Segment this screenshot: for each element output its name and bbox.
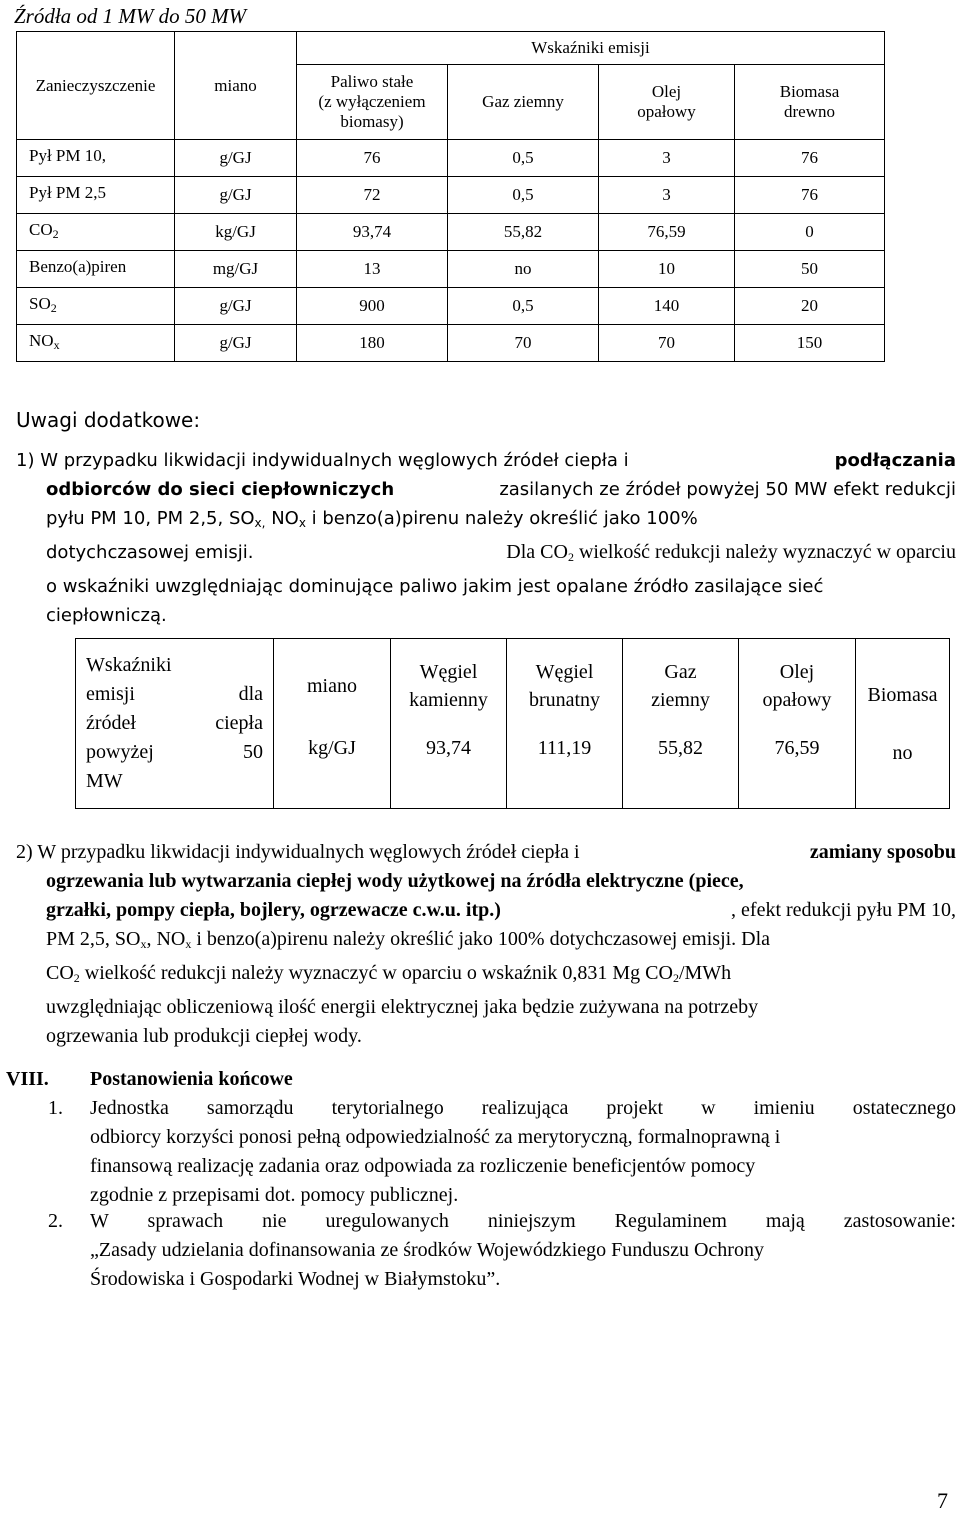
pollutant-name: SO <box>29 294 51 313</box>
cell-bio: 76 <box>735 177 885 214</box>
note-1-text <box>506 538 956 572</box>
subscript: x <box>298 516 306 530</box>
note-1-line <box>16 572 956 601</box>
pollutant-name: CO <box>29 220 53 239</box>
note-2-line <box>16 867 956 896</box>
cell-pollutant <box>17 251 175 288</box>
header-line: Olej <box>779 661 815 684</box>
text-fragment: NO <box>265 508 299 529</box>
note-1-line <box>16 538 956 572</box>
list-item <box>48 1207 956 1294</box>
header-gas <box>623 639 739 734</box>
cell-bio: 20 <box>735 288 885 325</box>
cell-unit: g/GJ <box>175 140 297 177</box>
cell-gas: 55,82 <box>448 214 599 251</box>
cell-gas: 0,5 <box>448 288 599 325</box>
page-title: Źródła od 1 MW do 50 MW <box>14 4 247 28</box>
cell-solid: 180 <box>297 325 448 362</box>
table-row <box>17 288 885 325</box>
table2-label <box>76 639 274 809</box>
header-bio-1: Biomasa <box>779 82 840 101</box>
text-fragment: , NO <box>146 928 186 950</box>
text-fragment: W sprawach nie uregulowanych niniejszym Regulaminem mają zastosowanie: <box>90 1210 956 1232</box>
pollutant-name: NO <box>29 331 54 350</box>
item-number: 2. <box>48 1210 63 1232</box>
header-oil <box>599 65 735 140</box>
header-line: Węgiel <box>535 661 594 684</box>
text-fragment: Dla CO <box>506 541 568 563</box>
pollutant-sub: 2 <box>50 301 57 315</box>
cell-solid: 900 <box>297 288 448 325</box>
note-2-line <box>16 925 956 959</box>
item-text: „Zasady udzielania dofinansowania ze środków Wojewódzkiego Funduszu Ochrony <box>90 1239 764 1261</box>
pollutant-name: Benzo(a)piren <box>29 257 127 276</box>
label-line <box>86 709 263 738</box>
label-word: 50 <box>243 741 263 763</box>
cell-solid: 76 <box>297 140 448 177</box>
note-2-text: 2) W przypadku likwidacji indywidualnych węglowych źródeł ciepła i <box>16 841 580 863</box>
page-number: 7 <box>937 1488 948 1513</box>
item-text: zgodnie z przepisami dot. pomocy publicznej. <box>90 1184 459 1206</box>
section-viii <box>0 1065 960 1093</box>
header-solid-1: Paliwo stałe <box>330 72 414 91</box>
subscript: x <box>140 937 147 951</box>
table-row <box>17 325 885 362</box>
note-2-bold: grzałki, pompy ciepła, bojlery, ogrzewacze c.w.u. itp.) <box>46 899 501 921</box>
note-2-bold: ogrzewania lub wytwarzania ciepłej wody użytkowej na źródła elektryczne (piece, <box>46 870 744 892</box>
cell-pollutant <box>17 177 175 214</box>
text-fragment: /MWh <box>678 962 732 984</box>
item-line <box>48 1207 956 1236</box>
note-1-text: ciepłowniczą. <box>46 605 167 626</box>
cell-oil: 70 <box>599 325 735 362</box>
header-hard-coal <box>391 639 507 734</box>
header-biomass <box>735 65 885 140</box>
note-2-text <box>46 959 731 993</box>
label-line <box>86 738 263 767</box>
cell-unit: g/GJ <box>175 288 297 325</box>
item-text: finansową realizację zadania oraz odpowiada za rozliczenie beneficjentów pomocy <box>90 1155 756 1177</box>
item-text: Środowiska i Gospodarki Wodnej w Białymstoku”. <box>90 1268 501 1290</box>
header-oil-1: Olej <box>651 82 682 101</box>
pollutant-name: Pył PM 2,5 <box>29 183 106 202</box>
item-text: odbiorcy korzyści ponosi pełną odpowiedzialność za merytoryczną, formalnoprawną i <box>90 1126 781 1148</box>
cell-gas: 55,82 <box>623 733 739 808</box>
cell-oil: 76,59 <box>599 214 735 251</box>
note-1 <box>16 446 956 630</box>
header-line: Biomasa <box>867 683 938 706</box>
cell-unit: g/GJ <box>175 325 297 362</box>
header-bio-2: drewno <box>784 102 835 121</box>
note-1-line <box>16 601 956 630</box>
table-row <box>17 251 885 288</box>
cell-bio: 150 <box>735 325 885 362</box>
cell-lignite: 111,19 <box>507 733 623 808</box>
text-fragment: i benzo(a)pirenu należy określić jako 100% <box>305 508 698 529</box>
note-1-text: dotychczasowej emisji. <box>46 542 254 563</box>
header-unit: miano <box>175 32 297 140</box>
cell-solid: 13 <box>297 251 448 288</box>
section-number: VIII. <box>6 1068 49 1090</box>
header-lignite <box>507 639 623 734</box>
label-word: ciepła <box>215 712 263 734</box>
cell-bio: 0 <box>735 214 885 251</box>
cell-pollutant <box>17 325 175 362</box>
label-line: MW <box>86 770 123 792</box>
cell-pollutant <box>17 140 175 177</box>
cell-oil: 76,59 <box>739 733 856 808</box>
label-line <box>86 680 263 709</box>
subscript: x <box>185 937 192 951</box>
note-2-line <box>16 959 956 993</box>
label-line: Wskaźniki <box>86 654 172 676</box>
text-fragment: CO <box>46 962 74 984</box>
subscript: 2 <box>73 971 80 985</box>
emission-table <box>16 31 885 362</box>
subscript: x, <box>254 516 266 530</box>
header-biomass <box>856 639 950 809</box>
cell-oil: 140 <box>599 288 735 325</box>
note-2-line <box>16 993 956 1022</box>
text-fragment: wielkość redukcji należy wyznaczyć w oparciu o wskaźnik 0,831 Mg CO <box>79 962 673 984</box>
cell-pollutant <box>17 214 175 251</box>
item-text <box>90 1094 956 1123</box>
cell-oil: 3 <box>599 177 735 214</box>
item-line <box>48 1152 956 1181</box>
item-text <box>90 1207 956 1236</box>
cell-solid: 93,74 <box>297 214 448 251</box>
note-1-text <box>46 504 698 538</box>
cell-gas: 70 <box>448 325 599 362</box>
note-2-line <box>16 838 956 867</box>
cell-gas: 0,5 <box>448 177 599 214</box>
header-line: brunatny <box>528 689 601 712</box>
note-2 <box>16 838 956 1051</box>
label-word: emisji <box>86 683 135 705</box>
header-oil-2: opałowy <box>637 102 696 121</box>
text-fragment: Jednostka samorządu terytorialnego realizująca projekt w imieniu ostatecznego <box>90 1097 956 1119</box>
table-row <box>76 639 950 734</box>
section-title: Postanowienia końcowe <box>90 1068 293 1090</box>
list-item <box>48 1094 956 1210</box>
text-fragment: wielkość redukcji należy wyznaczyć w oparciu <box>573 541 956 563</box>
cell-unit: kg/GJ <box>274 733 391 808</box>
cell-oil: 10 <box>599 251 735 288</box>
note-1-text: zasilanych ze źródeł powyżej 50 MW efekt redukcji <box>499 479 956 500</box>
header-solid-fuel <box>297 65 448 140</box>
note-1-text: 1) W przypadku likwidacji indywidualnych węglowych źródeł ciepła i <box>16 450 629 471</box>
note-2-line <box>16 1022 956 1051</box>
item-number: 1. <box>48 1097 63 1119</box>
cell-bio: no <box>892 741 913 764</box>
header-line: kamienny <box>409 689 488 712</box>
header-line: ziemny <box>651 689 710 712</box>
cell-pollutant <box>17 288 175 325</box>
note-1-line <box>16 504 956 538</box>
text-fragment: PM 2,5, SO <box>46 928 141 950</box>
cell-unit: g/GJ <box>175 177 297 214</box>
cell-bio: 50 <box>735 251 885 288</box>
table-row <box>17 140 885 177</box>
note-2-text: uwzględniając obliczeniową ilość energii elektrycznej jaka będzie zużywana na potrzeby <box>46 996 759 1018</box>
table-row <box>17 177 885 214</box>
header-unit: miano <box>274 639 391 734</box>
label-word: powyżej <box>86 741 154 763</box>
cell-oil: 3 <box>599 140 735 177</box>
item-line <box>48 1265 956 1294</box>
note-2-line <box>16 896 956 925</box>
item-line <box>48 1123 956 1152</box>
header-solid-3: biomasy) <box>340 112 404 131</box>
note-2-bold: zamiany sposobu <box>809 841 956 863</box>
subscript: 2 <box>567 550 574 564</box>
notes-heading: Uwagi dodatkowe: <box>16 408 201 432</box>
header-gas: Gaz ziemny <box>448 65 599 140</box>
cell-gas: 0,5 <box>448 140 599 177</box>
cell-unit: kg/GJ <box>175 214 297 251</box>
header-line: Węgiel <box>419 661 478 684</box>
cell-gas: no <box>448 251 599 288</box>
cell-unit: mg/GJ <box>175 251 297 288</box>
table-header-row <box>17 32 885 65</box>
note-1-line <box>16 446 956 475</box>
cell-solid: 72 <box>297 177 448 214</box>
note-1-line <box>16 475 956 504</box>
note-1-bold: podłączania <box>834 450 956 471</box>
pollutant-sub: 2 <box>52 227 59 241</box>
label-word: źródeł <box>86 712 136 734</box>
large-source-table <box>75 638 950 809</box>
header-line: opałowy <box>762 689 832 712</box>
pollutant-name: Pył PM 10, <box>29 146 106 165</box>
header-group: Wskaźniki emisji <box>297 32 885 65</box>
item-line <box>48 1236 956 1265</box>
note-2-text <box>46 925 770 959</box>
note-1-bold: odbiorców do sieci ciepłowniczych <box>46 479 395 500</box>
header-solid-2: (z wyłączeniem <box>318 92 426 111</box>
header-pollutant: Zanieczyszczenie <box>17 32 175 140</box>
subscript: 2 <box>672 971 679 985</box>
item-line <box>48 1094 956 1123</box>
label-word: dla <box>238 683 263 705</box>
cell-hard-coal: 93,74 <box>391 733 507 808</box>
cell-bio: 76 <box>735 140 885 177</box>
pollutant-sub: x <box>53 338 60 352</box>
header-oil <box>739 639 856 734</box>
note-1-text: o wskaźniki uwzględniając dominujące paliwo jakim jest opalane źródło zasilające sieć <box>46 576 824 597</box>
section-heading <box>0 1065 960 1093</box>
table-row <box>17 214 885 251</box>
note-2-text: ogrzewania lub produkcji ciepłej wody. <box>46 1025 362 1047</box>
text-fragment: i benzo(a)pirenu należy określić jako 100% dotychczasowej emisji. Dla <box>191 928 771 950</box>
text-fragment: pyłu PM 10, PM 2,5, SO <box>46 508 255 529</box>
header-line: Gaz <box>664 661 697 684</box>
item-line <box>48 1181 956 1210</box>
note-2-text: , efekt redukcji pyłu PM 10, <box>731 899 956 921</box>
